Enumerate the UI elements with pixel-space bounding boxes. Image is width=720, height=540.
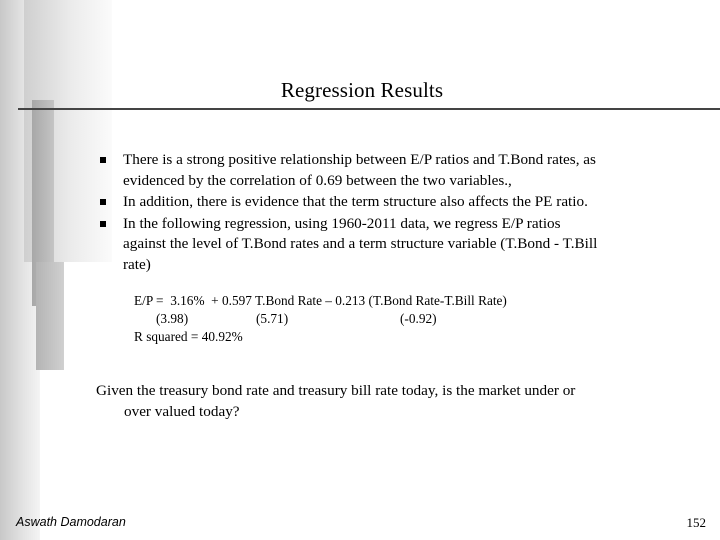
question-line: over valued today?	[124, 402, 240, 420]
bullet-list	[98, 150, 698, 276]
footer-author: Aswath Damodaran	[16, 515, 126, 529]
title-divider	[18, 108, 720, 110]
square-bullet-icon	[100, 221, 106, 227]
t-stat-tbond: (5.71)	[256, 311, 289, 326]
question-text	[96, 381, 696, 422]
decorative-bar	[36, 262, 64, 370]
bullet-text-line: against the level of T.Bond rates and a term structure variable (T.Bond - T.Bill	[123, 235, 598, 252]
bullet-item	[98, 150, 698, 191]
t-stat-term-structure: (-0.92)	[400, 311, 437, 326]
bullet-text-line: evidenced by the correlation of 0.69 between the two variables.,	[123, 171, 512, 189]
standard-errors-row	[134, 310, 694, 328]
page-number: 152	[686, 515, 706, 530]
bullet-text-line: In addition, there is evidence that the term structure also affects the PE ratio.	[123, 193, 588, 210]
bullet-item	[98, 214, 698, 276]
slide-title: Regression Results	[280, 78, 444, 102]
square-bullet-icon	[100, 157, 106, 163]
t-stat-intercept: (3.98)	[156, 311, 189, 326]
equation-line: E/P = 3.16% + 0.597 T.Bond Rate – 0.213 (T.Bond Rate-T.Bill Rate)	[134, 293, 507, 308]
r-squared: R squared = 40.92%	[134, 329, 243, 344]
bullet-text-line: In the following regression, using 1960-2011 data, we regress E/P ratios	[123, 214, 561, 232]
bullet-text-line: There is a strong positive relationship between E/P ratios and T.Bond rates, as	[123, 151, 596, 168]
question-line: Given the treasury bond rate and treasury bill rate today, is the market under or	[96, 382, 576, 399]
bullet-text-line: rate)	[123, 255, 151, 273]
regression-equation	[134, 292, 694, 346]
bullet-item	[98, 192, 698, 213]
square-bullet-icon	[100, 199, 106, 205]
